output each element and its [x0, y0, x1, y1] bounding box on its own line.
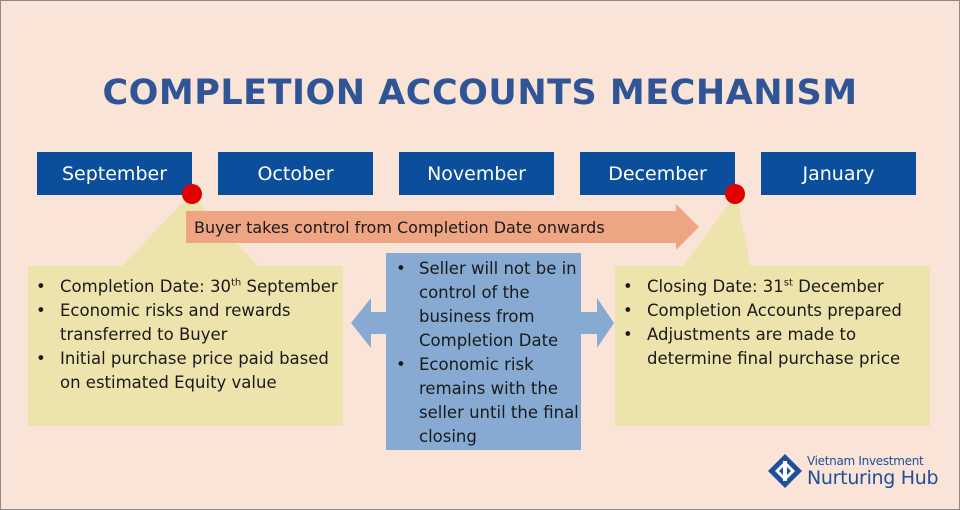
vinahub-logo: [767, 453, 939, 493]
month-september: September: [37, 152, 192, 195]
month-january: January: [761, 152, 916, 195]
buyer-control-label: Buyer takes control from Completion Date onwards: [194, 217, 605, 237]
closing-date-callout: [615, 266, 930, 426]
left-double-arrow-shaft: [371, 312, 386, 334]
list-item: • Completion Date: 30th September: [28, 275, 343, 299]
vinahub-logo-icon: [767, 453, 803, 489]
buyer-control-arrow: [186, 211, 676, 243]
seller-risk-box: [386, 253, 581, 450]
month-october: October: [218, 152, 373, 195]
list-item: • Economic risks and rewards transferred to Buyer: [28, 299, 343, 347]
logo-text-line1: Vietnam Investment: [807, 454, 924, 468]
completion-date-callout: [28, 266, 343, 426]
list-item: • Completion Accounts prepared: [615, 299, 930, 323]
list-item: • Seller will not be in control of the business from Completion Date: [386, 257, 581, 353]
month-december: December: [580, 152, 735, 195]
buyer-control-arrow-head: [676, 204, 699, 250]
closing-date-marker: [725, 184, 745, 204]
logo-text-line2: Nurturing Hub: [807, 467, 939, 489]
right-double-arrow-shaft: [581, 312, 597, 334]
list-item: • Adjustments are made to determine final purchase price: [615, 323, 930, 371]
month-november: November: [399, 152, 554, 195]
list-item: • Economic risk remains with the seller until the final closing: [386, 353, 581, 449]
right-double-arrow-head: [597, 298, 614, 348]
completion-date-marker: [182, 184, 202, 204]
left-double-arrow-head: [351, 298, 371, 348]
list-item: • Initial purchase price paid based on estimated Equity value: [28, 347, 343, 395]
diagram-title: COMPLETION ACCOUNTS MECHANISM: [102, 73, 858, 113]
list-item: • Closing Date: 31st December: [615, 275, 930, 299]
